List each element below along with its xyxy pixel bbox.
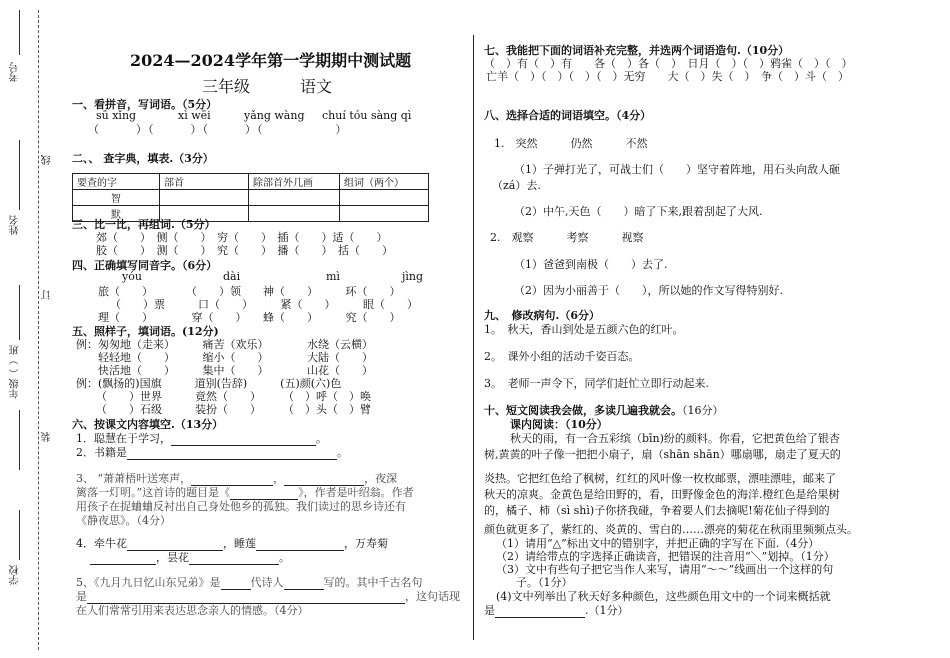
margin-rule-grade [19,410,20,470]
fill-q5-line3: 在人们常常引用来表达思念亲人的情感。（4分） [76,604,309,617]
example-row-2[interactable]: 轻轻地（ ） 缩小（ ） 大陆（ ） [98,351,373,364]
pinyin-1: sū xǐng [96,109,137,122]
section-3-title: 三、比一比，再组词.（5分） [72,218,216,231]
dictionary-table [72,173,429,222]
choose-q1-line1[interactable]: （1）子弹打光了，可战士们（ ）坚守着阵地，用石头向敌人砸 [514,163,840,176]
section-2-title: 二、、 查字典，填表.（3分） [72,152,214,165]
section-1-title: 一、看拼音，写词语。（5分） [72,98,218,111]
pinyin-4: chuí tóu sàng qì [322,109,412,122]
sick-sentence-1[interactable]: 1。 秋天，香山到处是五颜六色的红叶。 [484,323,684,336]
table-cell-blank[interactable] [249,190,340,206]
fill-q4-text: ，昙花 [156,551,189,564]
table-header: 组词（两个） [340,174,429,190]
section-5-title: 五、照样子，填词语。(12分) [72,325,219,338]
exam-title: 2024—2024学年第一学期期中测试题 [130,51,412,70]
reading-subtitle: 课内阅读：（10分） [510,418,608,431]
fill-q2-text: 2．书籍是 [76,446,127,459]
margin-label-grade-class: 年级（ ）班 [10,345,21,399]
reading-q1: （1）请用“△”标出文中的错别字，并把正确的字写在下面.（4分） [496,537,820,550]
margin-rule-name [19,140,20,210]
example-row-6[interactable]: （ ）石级 装扮（ ） （ ）头（ ）臂 [96,403,371,416]
compare-row-1[interactable]: 郊（ ） 侧（ ） 穷（ ） 插（ ）适（ ） [96,231,388,244]
sick-sentence-3[interactable]: 3。 老师一声令下，同学们赶忙立即行动起来. [484,377,709,390]
compare-row-2[interactable]: 胶（ ） 测（ ） 究（ ） 播（ ） 括（ ） [96,244,393,257]
section-7-title: 七、我能把下面的词语补充完整，并选两个词语造句.（10分） [484,44,790,57]
exam-grade: 三年级 [202,77,251,96]
margin-label-kaohao: 考号 [10,62,21,82]
fill-q3-text: 篱落一灯明。”这首诗的题目是《 [76,486,231,499]
fill-q3-line4: 《静夜思》。（4分） [76,514,171,527]
idiom-row-1[interactable]: （ ）有（ ）有 各（ ）各（ ） 日月（ ）（ ）鸦雀（ ）（ ） [484,57,853,70]
reading-paragraph-line-1: 秋天的雨，有一合五彩缤（bīn)纷的颜料。你看，它把黄色给了银杏 [510,432,840,445]
binding-dashed-line [38,10,39,650]
pinyin-3: yǎng wàng [244,109,305,122]
pinyin-answer-blanks[interactable]: （ ）（ ）（ ）（ ） [88,123,348,136]
exam-subject: 语文 [300,77,333,96]
fill-q4-text: ，睡莲 [223,537,256,550]
homophone-pinyin-1: yóu [122,270,142,283]
table-cell-blank[interactable] [160,190,249,206]
fill-q4-line2 [90,549,290,565]
section-10-points: （16分） [682,404,724,417]
reading-q4-line2 [484,602,629,618]
homophone-pinyin-3: mì [326,270,340,283]
column-divider [473,35,474,640]
margin-rule-class [19,285,20,340]
fill-q5-text: 5、《九月九日忆山东兄弟》是 [76,576,221,589]
example-row-3[interactable]: 快活地（ ） 集中（ ） 山花（ ） [98,364,373,377]
reading-paragraph-line-2: 树,黄黄的叶子像一把把小扇子，扇（shān shān）哪扇哪，扇走了夏天的 [484,448,841,461]
choose-q4[interactable]: （2）因为小丽善于（ ），所以她的作文写得特别好. [514,284,783,297]
fill-q5-text: 写的。其中千古名句 [323,576,423,589]
homophone-row-2[interactable]: （ ）票 口（ ） 紧（ ） 眼（ ） [110,298,418,311]
fill-q4-blank-3[interactable] [90,551,156,565]
homophone-pinyin-4: jìng [402,270,424,283]
example-row-5[interactable]: （ ）世界 竟然（ ） （ ）呼（ ）唤 [96,390,371,403]
margin-label-name: 姓名 [10,215,21,235]
fill-q4-text: ，万寿菊 [344,537,388,550]
reading-paragraph-line-3: 炎热。它把红色给了枫树，红红的风叶像一枚枚邮票，漂哇漂哇，邮来了 [484,472,836,485]
fill-q2 [76,444,348,460]
margin-mark-ding: 订 [42,290,53,300]
reading-paragraph-line-6: 颜色就更多了，紫红的、炎黄的、雪白的……漂亮的菊花在秋雨里频频点头。 [484,523,858,536]
reading-q2: （2）请给带点的字选择正确读音，把错误的注音用“＼”划掉。（1分） [496,550,835,563]
choose-q2[interactable]: （2）中午,天色（ ）暗了下来,跟着刮起了大风. [514,205,763,218]
homophone-row-3[interactable]: 理（ ） 穿（ ） 蜂（ ） 究（ ） [98,311,401,324]
choose-q1-line2: （zá）去. [492,179,541,192]
fill-q1-text: 1．聪慧在于学习， [76,432,171,445]
example-row-4: 例：(飘扬的)国旗 道别(告辞) (五)颜(六)色 [76,377,342,390]
fill-q1-end: 。 [316,432,327,445]
fill-q5-text: ，这句话现 [405,590,460,603]
reading-q4-text: 是 [484,604,495,617]
table-cell-char: 默 [73,206,160,222]
table-cell-blank[interactable] [340,190,429,206]
margin-rule-school [19,510,20,560]
table-header: 除部首外几画 [249,174,340,190]
example-row-1: 例：匆匆地（走来） 痛苦（欢乐） 水绕（云横） [76,338,373,351]
homophone-pinyin-2: dài [223,270,241,283]
section-8-title: 八、选择合适的词语填空。（4分） [484,109,652,122]
margin-rule-kaohao [19,10,20,55]
fill-q3-text: ，夜深 [364,472,398,485]
reading-q3-line2: 子。（1分） [516,576,573,589]
fill-q4-text: 。 [279,551,290,564]
fill-q2-blank[interactable] [127,446,337,460]
section-6-title: 六、按课文内容填空.（13分） [72,418,224,431]
reading-q3-line1: （3）文中有些句子把它当作人来写，请用“～～”线画出一个这样的句 [496,563,834,576]
section-10-title-text: 十、短文阅读我会做，多读几遍我就会。 [484,404,682,417]
homophone-row-1[interactable]: 旅（ ） （ ）领 神（ ） 环（ ） [98,285,401,298]
reading-q4-text: .（1分） [585,604,629,617]
fill-q4-blank-4[interactable] [189,551,279,565]
sick-sentence-2[interactable]: 2。 课外小组的活动千姿百态。 [484,350,640,363]
pinyin-2: xì wēi [178,109,211,122]
table-cell-char: 智 [73,190,160,206]
section-4-title: 四、正确填写同音字。（6分） [72,259,218,272]
table-header: 部首 [160,174,249,190]
section-9-title: 九、 修改病句.（6分） [484,309,600,322]
choose-q3[interactable]: （1）爸爸到南极（ ）去了. [514,258,668,271]
fill-q5-text: 代诗人 [250,576,284,589]
word-group-1: 1. 突然 仍然 不然 [494,137,648,150]
margin-label-school: 学校 [10,565,21,585]
idiom-row-2[interactable]: 亡羊（ ）（ ）（ ）（ ）无穷 大（ ）失（ ） 争（ ）斗（ ） [486,70,849,83]
table-cell-blank[interactable] [340,206,429,222]
reading-q4-line1: (4)文中列举出了秋天好多种颜色，这些颜色用文中的一个词来概括就 [496,590,831,603]
fill-q5-text: 是 [76,590,87,603]
fill-q3-line3: 用孩子在捉蛐蛐反衬出自己身处他乡的孤独。我们读过的思乡诗还有 [76,500,406,513]
word-group-2: 2. 观察 考察 视察 [490,231,644,244]
fill-q3-text: 》，作者是叶绍翁。作者 [298,486,414,499]
table-cell-blank[interactable] [249,206,340,222]
margin-mark-zhuang: 装 [42,432,53,442]
margin-mark-xian: 线 [42,155,53,165]
fill-q3-comma: ， [273,472,285,485]
fill-q3-text: 3、 “萧萧梧叶送寒声， [76,472,192,485]
reading-paragraph-line-4: 秋天的凉爽。金黄色是给田野的，看，田野像金色的海洋.橙红色是给果树 [484,488,840,501]
fill-q2-end: 。 [337,446,348,459]
table-header: 要查的字 [73,174,160,190]
reading-q4-blank[interactable] [495,604,585,618]
reading-paragraph-line-5: 的，橘子、柿（sì shì)子你挤我碰，争着要人们去摘呢!菊花仙子得到的 [484,504,830,517]
fill-q4-text: 4．牵牛花 [76,537,127,550]
